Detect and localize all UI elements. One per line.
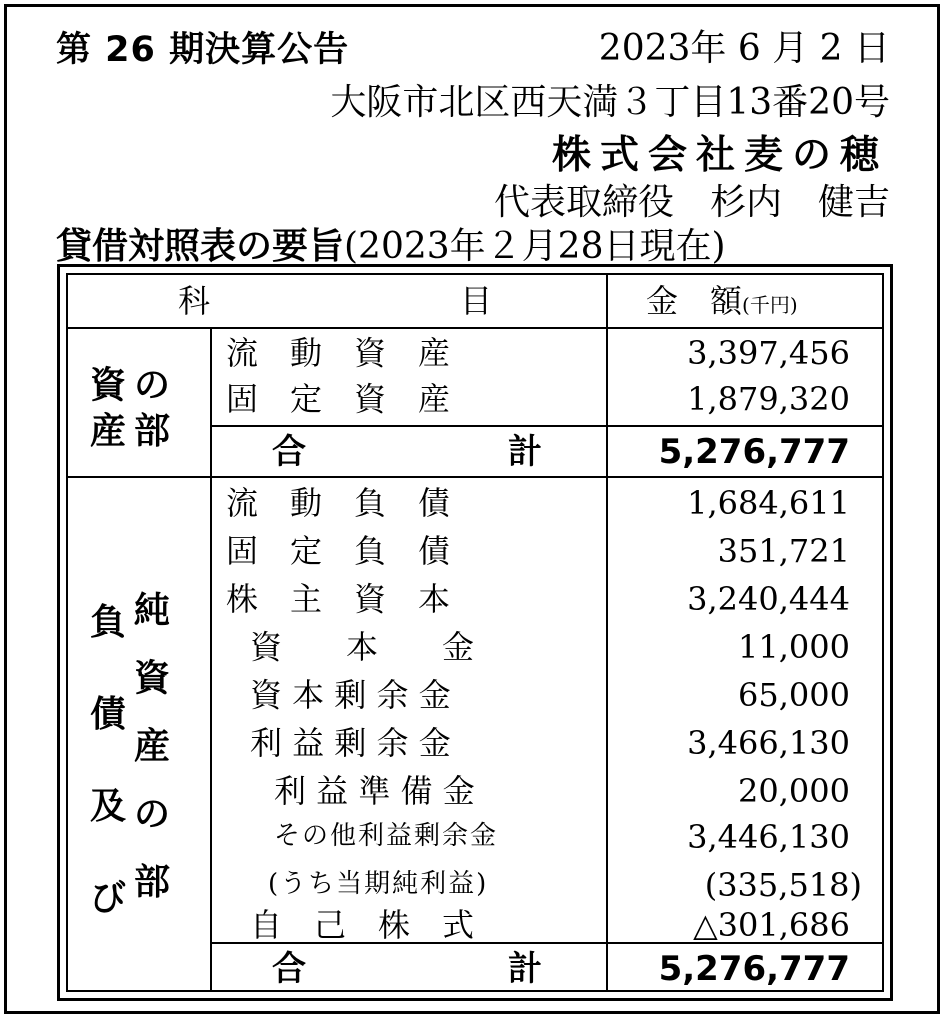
assets-total-label-left: 合 bbox=[272, 432, 306, 472]
liability-value: (335,518) bbox=[704, 866, 862, 904]
header-unit: (千円) bbox=[742, 293, 798, 317]
liability-value: 20,000 bbox=[738, 772, 850, 810]
liabilities-total-label-left: 合 bbox=[272, 949, 306, 989]
section-char: の bbox=[133, 365, 170, 406]
section-char: 産 bbox=[89, 411, 126, 452]
balance-sheet-heading: 貸借対照表の要旨 bbox=[56, 226, 345, 267]
section-char: 純 bbox=[133, 590, 170, 631]
company-name: 株式会社麦の穂 bbox=[551, 133, 888, 178]
liability-value: 65,000 bbox=[738, 676, 850, 714]
balance-sheet-table bbox=[57, 264, 893, 1001]
assets-total-label-right: 計 bbox=[508, 432, 542, 472]
liability-value: 351,721 bbox=[717, 532, 850, 570]
header-amount-label: 金 額 bbox=[646, 282, 743, 320]
asset-label: 固 定 資 産 bbox=[226, 380, 451, 418]
representative: 代表取締役 杉内 健吉 bbox=[493, 182, 890, 223]
liability-value: 3,446,130 bbox=[687, 818, 850, 856]
section-char: 資 bbox=[133, 658, 170, 699]
liabilities-section-col2 bbox=[132, 577, 172, 917]
assets-section-col1 bbox=[88, 363, 128, 455]
liability-label: 利 益 準 備 金 bbox=[274, 772, 475, 810]
assets-divider bbox=[68, 476, 882, 478]
notice-title: 第 26 期決算公告 bbox=[56, 30, 350, 70]
asset-value: 1,879,320 bbox=[687, 380, 850, 418]
section-char: び bbox=[89, 878, 126, 919]
liability-label: 資 本 剰 余 金 bbox=[250, 676, 451, 714]
liability-value: 11,000 bbox=[738, 628, 850, 666]
section-char: 部 bbox=[133, 411, 170, 452]
section-char: 産 bbox=[133, 726, 170, 767]
assets-total-value: 5,276,777 bbox=[658, 432, 850, 472]
assets-total-divider bbox=[210, 425, 882, 427]
balance-sheet-title bbox=[56, 218, 726, 269]
header-item-right: 目 bbox=[460, 282, 493, 320]
liability-value: 3,240,444 bbox=[687, 580, 850, 618]
section-char: 債 bbox=[89, 694, 126, 735]
liabilities-total-value: 5,276,777 bbox=[658, 949, 850, 989]
section-char: の bbox=[133, 794, 170, 835]
liability-label: 自 己 株 式 bbox=[250, 906, 475, 944]
section-char: 資 bbox=[89, 365, 126, 406]
liability-value: 1,684,611 bbox=[687, 484, 850, 522]
liabilities-section-col1 bbox=[88, 577, 128, 945]
table-inner-frame bbox=[66, 273, 884, 992]
liability-value: 3,466,130 bbox=[687, 724, 850, 762]
section-char: 部 bbox=[133, 862, 170, 903]
section-char: 負 bbox=[89, 602, 126, 643]
balance-sheet-as-of: (2023年２月28日現在) bbox=[344, 226, 726, 267]
amount-column-divider bbox=[606, 275, 608, 990]
liability-label: 利 益 剰 余 金 bbox=[250, 724, 451, 762]
liability-label: (うち当期純利益) bbox=[268, 869, 489, 899]
liability-label: 流 動 負 債 bbox=[226, 484, 451, 522]
section-column-divider bbox=[210, 327, 212, 990]
header-amount bbox=[646, 282, 798, 320]
liability-label: その他利益剰余金 bbox=[274, 821, 499, 851]
section-char: 及 bbox=[89, 786, 126, 827]
liability-label: 固 定 負 債 bbox=[226, 532, 451, 570]
assets-section-col2 bbox=[132, 363, 172, 455]
company-address: 大阪市北区西天満３丁目13番20号 bbox=[330, 82, 890, 123]
liabilities-total-label-right: 計 bbox=[508, 949, 542, 989]
asset-label: 流 動 資 産 bbox=[226, 334, 451, 372]
asset-value: 3,397,456 bbox=[687, 334, 850, 372]
liability-value: △301,686 bbox=[693, 906, 850, 944]
liability-label: 株 主 資 本 bbox=[226, 580, 451, 618]
liability-label: 資 本 金 bbox=[250, 628, 475, 666]
header-divider bbox=[68, 327, 882, 329]
notice-date: 2023年 6 月 2 日 bbox=[598, 28, 890, 69]
header-item-left: 科 bbox=[178, 282, 211, 320]
